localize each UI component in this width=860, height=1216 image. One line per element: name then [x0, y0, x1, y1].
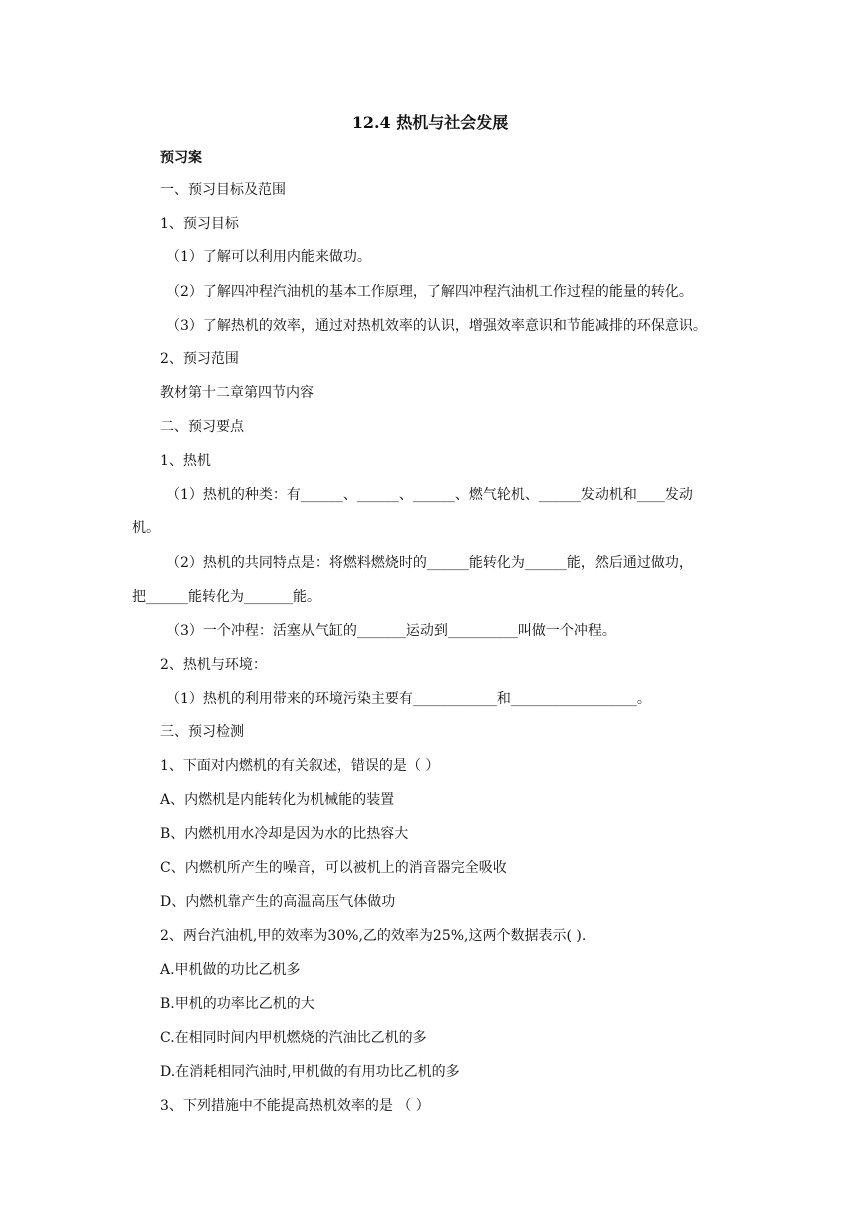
scope-text: 教材第十二章第四节内容 [160, 385, 314, 401]
question-1-option-c: C、内燃机所产生的噪音，可以被机上的消音器完全吸收 [160, 860, 507, 876]
subheading-goals: 1、预习目标 [160, 216, 239, 232]
document-title: 12.4 热机与社会发展 [351, 113, 509, 132]
question-2-option-c: C.在相同时间内甲机燃烧的汽油比乙机的多 [160, 1030, 427, 1046]
heading-preview-goals: 一、预习目标及范围 [160, 182, 286, 198]
question-1-option-a: A、内燃机是内能转化为机械能的装置 [160, 792, 395, 808]
subheading-environment: 2、热机与环境： [160, 657, 267, 673]
goal-item-3: （3）了解热机的效率，通过对热机效率的认识，增强效率意识和节能减排的环保意识。 [166, 318, 707, 334]
subheading-heat-engine: 1、热机 [160, 453, 211, 469]
fill-blank-stroke: （3）一个冲程：活塞从气缸的_______运动到__________叫做一个冲程。 [166, 623, 616, 639]
heading-preview-test: 三、预习检测 [160, 724, 244, 740]
question-2: 2、两台汽油机,甲的效率为30%,乙的效率为25%,这两个数据表示( ). [160, 928, 587, 944]
question-3: 3、下列措施中不能提高热机效率的是 （ ） [160, 1098, 430, 1114]
fill-blank-features: （2）热机的共同特点是：将燃料燃烧时的______能转化为______能，然后通过做功， [166, 555, 693, 571]
heading-key-points: 二、预习要点 [160, 419, 244, 435]
subheading-scope: 2、预习范围 [160, 351, 239, 367]
goal-item-1: （1）了解可以利用内能来做功。 [166, 249, 371, 265]
fill-blank-types-cont: 机。 [132, 520, 160, 536]
question-1-option-b: B、内燃机用水冷却是因为水的比热容大 [160, 826, 409, 842]
question-1-option-d: D、内燃机靠产生的高温高压气体做功 [160, 894, 396, 910]
question-2-option-a: A.甲机做的功比乙机多 [160, 962, 301, 978]
fill-blank-pollution: （1）热机的利用带来的环境污染主要有____________和__________________。 [166, 691, 651, 707]
question-2-option-b: B.甲机的功率比乙机的大 [160, 996, 315, 1012]
fill-blank-features-cont: 把______能转化为_______能。 [132, 589, 321, 605]
question-1: 1、下面对内燃机的有关叙述，错误的是（ ） [160, 758, 440, 774]
section-label: 预习案 [160, 150, 202, 166]
goal-item-2: （2）了解四冲程汽油机的基本工作原理，了解四冲程汽油机工作过程的能量的转化。 [166, 284, 693, 300]
fill-blank-types: （1）热机的种类：有______、______、______、燃气轮机、______发动机和____发动 [166, 487, 693, 503]
question-2-option-d: D.在消耗相同汽油时,甲机做的有用功比乙机的多 [160, 1064, 460, 1080]
